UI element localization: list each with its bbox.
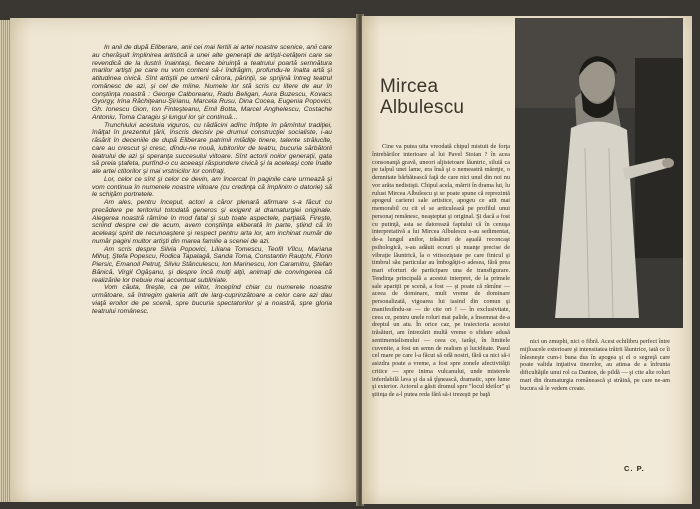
left-page-text (92, 44, 332, 315)
author-signature: C. P. (624, 464, 645, 473)
portrait-illustration (515, 18, 683, 328)
article-column-right (520, 338, 670, 392)
title-first-name: Mircea (380, 76, 439, 97)
article-body-continued: nici un zmuphi, nici o fibră. Acest echilibru perfect între mijloacele exterioare şi intensitatea trăirii lăuntrice, iată ce îi înlesneşte cum-i buna dus în apogea şi el o segreţă care poate valida inţiativa tinerelor, au atinsa de a înfrunta dificultăţile unui rol ca Danton, de pildă — şi cite alte roluri mari din dramaturgia românească şi străină, pe care ne-am bucura să le vedem create. (520, 338, 670, 392)
title-last-name: Albulescu (380, 97, 465, 118)
article-title (380, 76, 510, 118)
left-paragraph-5: Am scris despre Silvia Popovici, Liliana Tomescu, Teofil Vîlcu, Mariana Mihuţ, Ştefa Popescu, Rodica Tapalagă, Sanda Toma, Constantin Rauţchi, Florin Piersic, Emanoil Petruţ, Silviu Stănculescu, Ion Marinescu, Ion Caramitru, Ştefan Bănică, Virgil Ogăşanu, şi despre încă mulţi alţii, animaţi de convingerea că realizările lor trebuie mai accentuat subliniate. (92, 245, 332, 284)
article-body-main: Cine va putea uita vreodată chipul mistuit de forţa întrebărilor interioare al lui Pavel Stoian ? în acea consonanţă gravă, uneori aljistetoare lăuntric, siluiă ca pe talpul unei lame, era însă şi o nemeastră măreţie, o demnitate bărbătească faţă de care nici unul din noi nu vor arăta nedistişti. Chipul acela, mărrit în drama lui, lu rulust Mircea Albulescu şi se poate spune că reprezintă apogeul carierei sale artistice, apogeu ce atit mai memorabil cu cit el se articulează pe profilul unui personaj remănesc, neaşteptat şi original. Şi dacă a fost cu putinţă, asta se datorează faptului că în cenuşa interpretativă a lui Mircea Albulescu s-au sedimentat, de-a lungul anilor, trăsături de aşuală reconcaşt psihologică, s-au adăuit ecouri şi nuanţe precise de vibraţie lăuntrică, la o vitisoziştate pe care finicul şi timbrul său particular au îmbogăţit-o adesea, fără prea mari eforturi de participare una de transfigurare. Tendinţa principală a acestui interpret, de la primele sale apariţii pe scenă, a fost — şi poate că rămîne — aceea de dominare, mult vreme de dominare personalizată, vigoarea lui iasind din comun şi manifestîndu-se — de cite ori ! — în exclusivitate, ceea ce, pentru unele roluri mai palide, a însemnat de-a dreptul un atu. În orice caz, pe traiectoria acestui trăsături, am întrezărit multă vreme o sfidare adusă sentimentalismului — ceea ce, iarăşi, în limitele cuvenite, a fost un semn de realism şi luciditate. Pasul cel mare pe care l-a făcut să odă nostri, fără ca nici să-i asizdra poate a vreme, a fost spre zonele afectivităţii critice — spre inima vulcanului, unde misterele inferdabilă lava şi da să ţîşnească, dramatic, spre lume şi exterior. Actorul a găsit drumul spre "locul ideilor" şi ştiinţa de a-l putea reda fără să-i trezeşti pe baţă (372, 143, 510, 398)
left-paragraph-2: Trunchiului acestuia viguros, cu rădăcini adînc înfipte în pămîntul tradiţiei, înălţat în prezentul ţării, înscris decisiv pe drumul construcţiei socialiste, i-au răsărit în deceniile de după Eliberare patrimii mlădiţe tinere, talente strălucite, care au crescut şi cresc, dîndu-ne nouă, iubitorilor de teatru, bucuria sărbătorii teatrului de azi şi speranţa succesului viitoare. Sînt actorii noilor generaţii, gata să preia ştafeta, purtînd-o cu aceeaşi răspundere civică şi la aceleaşi cote înalte ale artei ctitorilor şi mai vrstnicilor lor confraţi. (92, 121, 332, 175)
left-paragraph-6: Vom căuta, fireşte, ca pe viitor, începînd chiar cu numerele noastre următoare, să întregim galeria atît de larg-cuprinzătoare a celor care azi dau viaţă eroilor de pe scenă, spre bucuria spectatorilor şi a noastră, spre gloria teatrului românesc. (92, 284, 332, 315)
actor-portrait-photo (515, 18, 683, 328)
left-paragraph-4: Am ales, pentru început, actori a căror plenară afirmare s-a făcut cu precădere pe teritoriul totodată generos şi exigent al dramaturgiei originale. Alegerea noastră rămîne în mod fatal şi sub toate aspectele, parţială. Fireşte, scriind despre cei de acum, avem conştiinţa eliberată în parte, ştiind că în aceleaşi spirit de recunoaştere şi respect pentru arta lor, am inchinat număr de număr pagini multor artişti din marea familie a scenei de azi. (92, 199, 332, 245)
left-paragraph-3: Lor, celor ce sînt şi celor ce devin, am încercat în paginile care urmează şi vom continua în numerele noastre viitoare (cu credinţa că împlinim o datorie) să le schiţăm portretele. (92, 175, 332, 199)
left-paragraph-1: In anii de după Eliberare, anii cei mai fertili ai artei noastre scenice, anii care au cherăşuit împlinirea artistică a unei alte generaţii de artişti-cetăţeni care se revendică de la ilustrii înaintaşi, fiecare biruinţă a teatrului poartă semnătura marilor artişti pe care nu vom conteni să-i îndrăgim, profundu-le înalta artă şi atitudinea civică. Sînt artiştii pe umerii cărora, părinţii, se sprijină întreg teatrul românesc de azi, şi cel de mîine. Numele lor stă scris cu litere de aur în conştiinţa noastră : George Calboreanu, Radu Beligan, Aura Buzescu, Kovacs Gyorgy, Irina Răchiţeanu-Şirianu, Marcela Rusu, Dina Cocea, Eugenia Popovici, Gh. Ionescu Gion, Ion Finteşteanu, Emil Botta, Marcel Anghelescu, Costache Antoniu, Toma Caragiu şi lungul lor şir continuă... (92, 44, 332, 121)
article-column-left (372, 143, 510, 399)
